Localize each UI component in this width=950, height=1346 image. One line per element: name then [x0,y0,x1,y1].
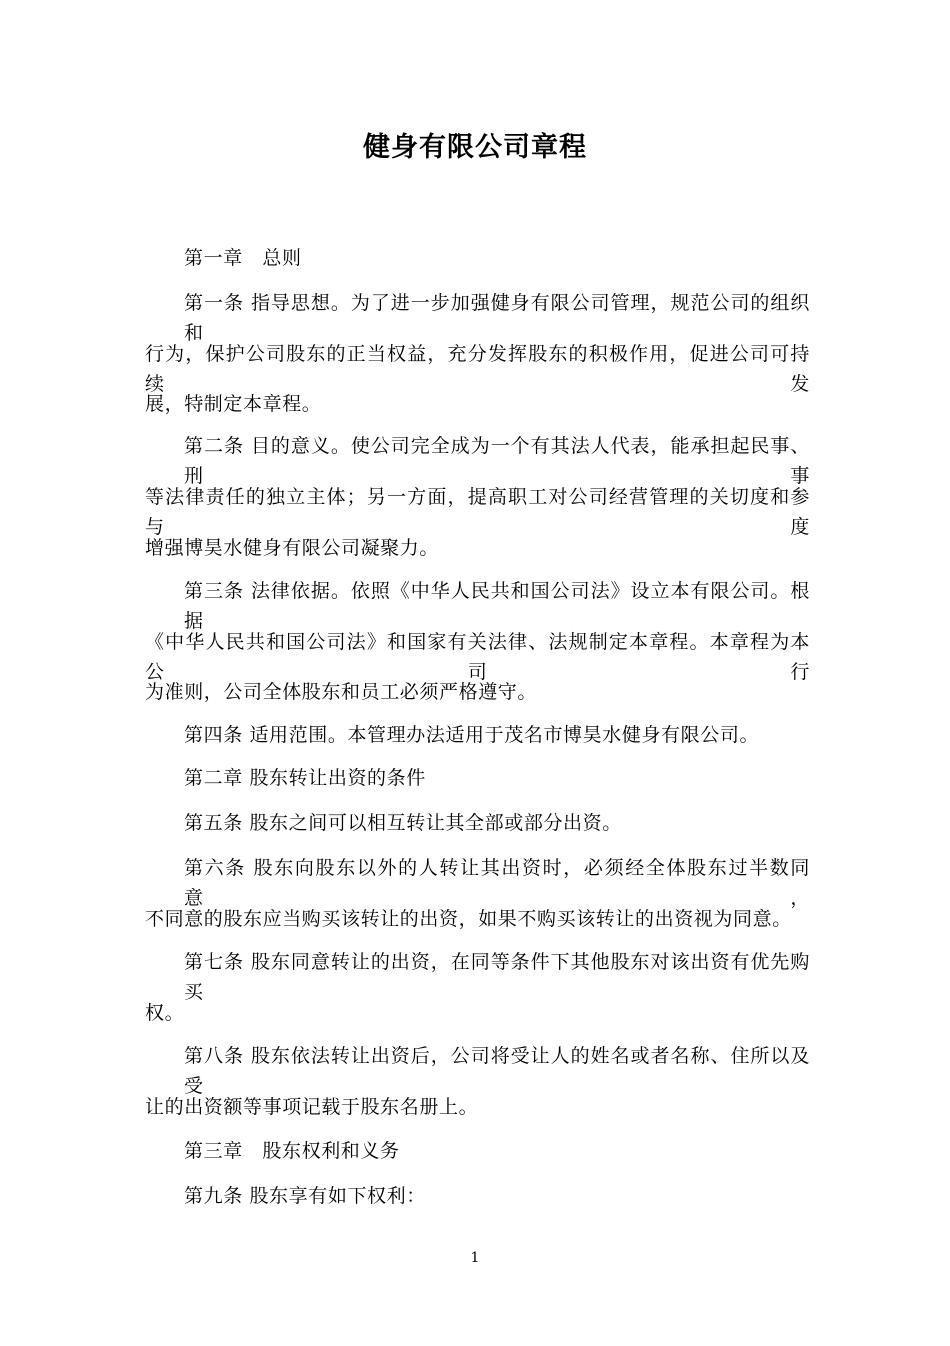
article-line: 等法律责任的独立主体；另一方面，提高职工对公司经营管理的关切度和参与度 [145,486,810,538]
article-line: 第六条 股东向股东以外的人转让其出资时，必须经全体股东过半数同意， [184,857,810,909]
article-line: 不同意的股东应当购买该转让的出资，如果不购买该转让的出资视为同意。 [145,908,792,930]
article-line: 展，特制定本章程。 [145,393,322,415]
article-line: 第五条 股东之间可以相互转让其全部或部分出资。 [184,812,622,834]
article-line: 第一条 指导思想。为了进一步加强健身有限公司管理，规范公司的组织和 [184,292,810,344]
chapter-heading: 第三章 股东权利和义务 [184,1140,400,1162]
article-line: 第九条 股东享有如下权利： [184,1185,426,1207]
article-line: 第二条 目的意义。使公司完全成为一个有其法人代表，能承担起民事、刑事 [184,435,810,487]
article-line: 让的出资额等事项记载于股东名册上。 [145,1096,479,1118]
article-line: 第八条 股东依法转让出资后，公司将受让人的姓名或者名称、住所以及受 [184,1045,810,1097]
article-line: 第七条 股东同意转让的出资，在同等条件下其他股东对该出资有优先购买 [184,951,810,1003]
article-line: 增强博昊水健身有限公司凝聚力。 [145,537,440,559]
article-line: 为准则，公司全体股东和员工必须严格遵守。 [145,681,538,703]
article-line: 行为，保护公司股东的正当权益，充分发挥股东的积极作用，促进公司可持续发 [145,343,810,395]
page-number: 1 [470,1250,480,1266]
document-title: 健身有限公司章程 [363,132,587,163]
article-line: 权。 [145,1002,185,1024]
article-line: 第四条 适用范围。本管理办法适用于茂名市博昊水健身有限公司。 [184,724,760,746]
article-line: 第三条 法律依据。依照《中华人民共和国公司法》设立本有限公司。根据 [184,580,810,632]
chapter-heading: 第二章 股东转让出资的条件 [184,767,426,789]
chapter-heading: 第一章 总则 [184,247,302,269]
article-line: 《中华人民共和国公司法》和国家有关法律、法规制定本章程。本章程为本公司行 [145,631,810,683]
